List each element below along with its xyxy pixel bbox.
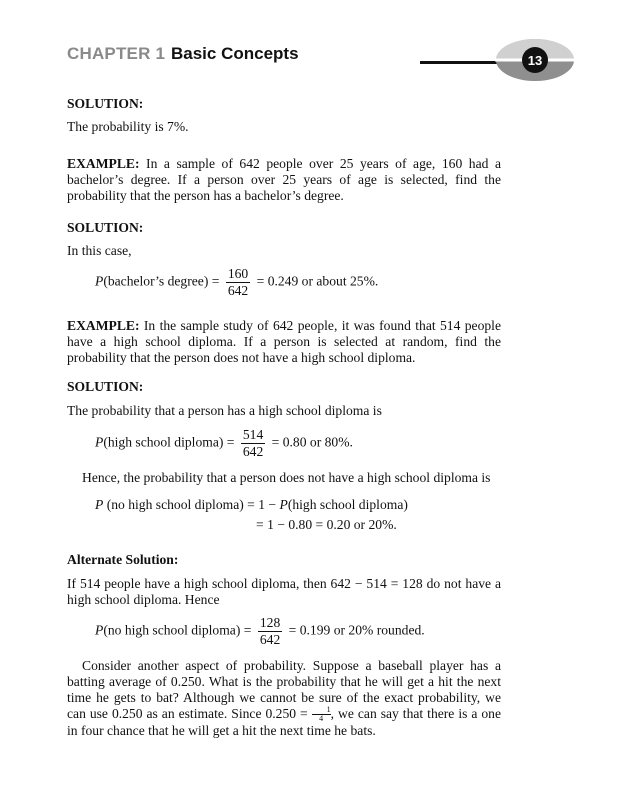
equation-2: P(high school diploma) = $\frac{514}{642}$ = 0.80 or 80%. — [95, 427, 353, 459]
page-number: 13 — [527, 53, 543, 68]
final-paragraph: Consider another aspect of probability. Suppose a baseball player has a batting average of 0.250. What is the probability that he will get a hit the next time he gets to bat? Although we cannot be sure of the exact probability, we can use 0.250 as an estimate. Since 0.250 = $\frac{1}{4}$, we can say that there is a one in four chance that he will get a hit the next time he bats. — [67, 658, 501, 739]
example-2-text: In the sample study of 642 people, it was found that 514 people have a high school diploma. If a person is selected at random, find the probability that the person does not have a high school diploma. — [67, 318, 501, 365]
fraction-128-642: $\frac{128}{642}$ — [259, 615, 281, 647]
chapter-label: CHAPTER 1 — [67, 44, 166, 63]
solution-heading-1: SOLUTION: — [67, 96, 144, 111]
solution-3-hence: Hence, the probability that a person does not have a high school diploma is — [82, 470, 491, 485]
equation-4: P(no high school diploma) = $\frac{128}{642}$ = 0.199 or 20% rounded. — [95, 615, 425, 647]
alternate-solution-heading: Alternate Solution: — [67, 552, 179, 567]
example-label: EXAMPLE: — [67, 156, 140, 171]
equation-3-line-1: P (no high school diploma) = 1 − P(high school diploma) — [95, 497, 408, 512]
example-2: EXAMPLE: In the sample study of 642 people, it was found that 514 people have a high school diploma. If a person is selected at random, find the probability that the person does not have a high school diploma. — [67, 318, 501, 365]
solution-2-intro: In this case, — [67, 243, 132, 258]
page-number-badge — [495, 38, 575, 82]
chapter-title: Basic Concepts — [171, 44, 299, 63]
solution-heading-2: SOLUTION: — [67, 220, 144, 235]
equation-3-line-2: = 1 − 0.80 = 0.20 or 20%. — [256, 517, 397, 532]
fraction-514-642: $\frac{514}{642}$ — [242, 427, 264, 459]
equation-1: P(bachelor’s degree) = $\frac{160}{642}$ = 0.249 or about 25%. — [95, 266, 379, 298]
solution-3-intro: The probability that a person has a high school diploma is — [67, 403, 382, 418]
example-1 — [67, 156, 501, 204]
solution-heading-3: SOLUTION: — [67, 379, 144, 394]
fraction-one-quarter: $\frac{1}{4}$ — [312, 706, 331, 723]
solution-1-text: The probability is 7%. — [67, 119, 189, 134]
alternate-solution-text: If 514 people have a high school diploma, then 642 − 514 = 128 do not have a high school diploma. Hence — [67, 576, 501, 607]
fraction-160-642: $\frac{160}{642}$ — [227, 266, 249, 298]
example-1-text: In a sample of 642 people over 25 years of age, 160 had a bachelor’s degree. If a person over 25 years of age is selected, find the probability that the person has a bachelor’s degree. — [67, 156, 501, 203]
